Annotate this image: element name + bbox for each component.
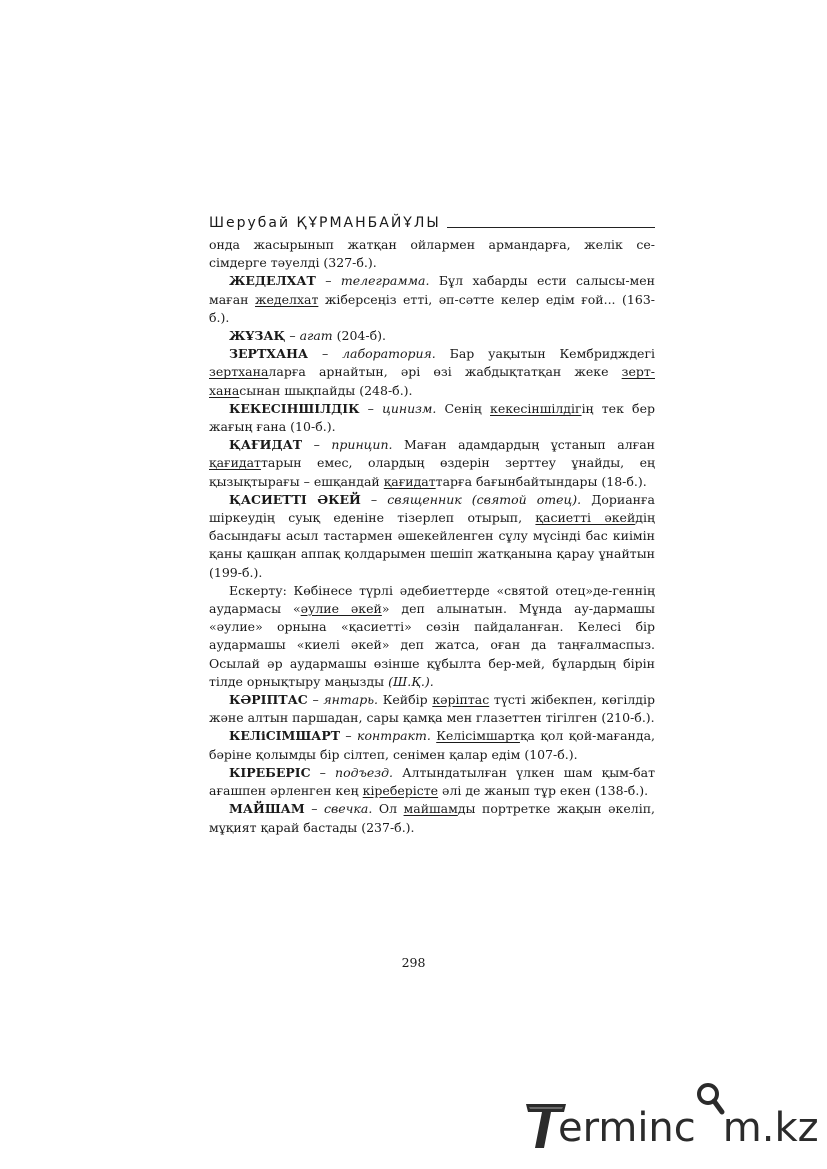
body-text: – xyxy=(340,728,358,744)
paragraph xyxy=(209,582,655,691)
underlined-word: қағидат xyxy=(383,473,436,489)
entry-term: МАЙШАМ xyxy=(229,801,305,817)
entry-definition: лаборатория. xyxy=(342,346,436,362)
magnifier-icon xyxy=(696,1106,723,1150)
underlined-word: майшам xyxy=(403,801,458,817)
entry-definition: свечка. xyxy=(323,801,373,817)
author-name: Шерубай ҚҰРМАНБАЙҰЛЫ xyxy=(209,215,441,231)
underlined-word: қағидат xyxy=(209,455,261,471)
body-text: жіберсеңіз етті, әп-сәтте келер едім ғой... (163-б.). xyxy=(209,291,655,325)
body-text: Бұл хабарды ести салысы-мен маған xyxy=(209,273,655,307)
logo-text: erminc m.kz xyxy=(558,1106,819,1150)
body-text: дің басындағы асыл тастармен әшекейленген сұлу мүсінді бас киімін қаны қашқан аппақ қолдарымен шешіп жатқанына қарау ұнайтын (199-б.). xyxy=(209,510,655,580)
body-text: – xyxy=(285,328,300,344)
underlined-word: кәріптас xyxy=(432,692,490,708)
entry-term: КӘРІПТАС xyxy=(229,692,308,708)
paragraph xyxy=(209,436,655,491)
entry-term: КЕКЕСІНШІЛДІК xyxy=(229,400,360,416)
entry-term: ЖЕДЕЛХАТ xyxy=(229,273,316,289)
underlined-word: жеделхат xyxy=(255,291,319,307)
body-text: – xyxy=(302,437,332,453)
entry-term: ҚАСИЕТТІ ӘКЕЙ xyxy=(229,491,361,507)
body-text: тарын емес, олардың өздерін зерттеу ұнайды, ең қызықтырағы – ешқандай xyxy=(209,455,655,489)
body-text: ды портретке жақын әкеліп, мұқият қарай бастады (237-б.). xyxy=(209,801,655,835)
paragraph xyxy=(209,327,655,345)
body-text: сынан шықпайды (248-б.). xyxy=(239,382,413,398)
body-text: Маған адамдардың ұстанып алған xyxy=(392,437,655,453)
body-text: Дорианға шіркеудің суық еденіне тізерлеп отырып, xyxy=(209,491,655,526)
body-text: – xyxy=(307,692,324,708)
entry-term: КІРЕБЕРІС xyxy=(229,764,311,780)
termincom-logo[interactable] xyxy=(524,1098,819,1154)
paragraph xyxy=(209,272,655,327)
body-text: онда жасырынып жатқан ойлармен армандарға, желік се-сімдерге тәуелді (327-б.). xyxy=(209,237,655,271)
underlined-word: әулие әкей xyxy=(300,601,382,617)
underlined-word: зертхана xyxy=(209,364,269,380)
entry-definition: телеграмма. xyxy=(340,273,430,289)
page-number: 298 xyxy=(401,955,426,970)
body-text: – xyxy=(304,801,324,817)
paragraph xyxy=(209,345,655,400)
entry-definition: контракт. xyxy=(357,728,431,744)
body-text: Сенің xyxy=(436,400,490,416)
paragraph xyxy=(209,491,655,582)
entry-definition: подъезд. xyxy=(335,764,393,780)
body-text: қа қол қой-мағанда, бәріне қолымды бір сілтеп, сенімен қалар едім (107-б.). xyxy=(209,728,655,762)
body-text: » деп алынатын. Мұнда ау-дармашы «әулие» орнына «қасиетті» сөзін пайдаланған. Келесі бір аудармашы «киелі әкей» деп жатса, оған да таңғалмаспыз. Осылай әр аудармашы өзінше құбылта бер-мей, бұлардың бірін тілде орнықтыру маңызды xyxy=(209,601,655,689)
paragraph xyxy=(209,800,655,836)
body-text: (204-б). xyxy=(332,328,386,344)
body-text: ларға арнайтын, әрі өзі жабдықтатқан жеке xyxy=(268,364,622,380)
entry-definition: цинизм. xyxy=(382,400,437,416)
body-text: – xyxy=(310,764,336,780)
entry-definition: агат xyxy=(299,328,333,344)
header-rule xyxy=(447,227,655,228)
body-text: – xyxy=(360,491,388,507)
body-text: Бар уақытын Кембридждегі xyxy=(435,346,655,362)
entry-definition: священник (святой отец). xyxy=(387,491,582,507)
entry-term: ҚАҒИДАТ xyxy=(229,437,303,453)
body-text: әлі де жанып тұр екен (138-б.). xyxy=(438,783,649,799)
entry-definition: янтарь. xyxy=(323,692,378,708)
underlined-word: Келісімшарт xyxy=(436,728,520,744)
entry-definition: принцип. xyxy=(331,437,393,453)
body-text: ің тек бер жағың ғана (10-б.). xyxy=(209,400,655,435)
body-text: Ескерту: Көбінесе түрлі әдебиеттерде «святой отец»де-геннің аудармасы « xyxy=(209,582,655,617)
entry-term: ЗЕРТХАНА xyxy=(229,346,309,362)
paragraph xyxy=(209,400,655,436)
page-body xyxy=(209,236,655,837)
underlined-word: қасиетті әкей xyxy=(535,510,636,526)
entry-definition: (Ш.Қ.). xyxy=(388,673,434,689)
body-text: тарға бағынбайтындары (18-б.). xyxy=(435,473,647,489)
body-text: – xyxy=(308,346,343,362)
paragraph xyxy=(209,727,655,763)
body-text: – xyxy=(315,273,341,289)
entry-term: КЕЛіСІМШАРТ xyxy=(229,728,341,744)
body-text: – xyxy=(359,400,383,416)
body-text: түсті жібекпен, көгілдір және алтын паршадан, сары қамқа мен глазеттен тігілген (210-б.). xyxy=(209,692,655,726)
underlined-word: зерт-хана xyxy=(209,364,655,398)
body-text: Алтындатылған үлкен шам қым-бат ағашпен әрленген кең xyxy=(209,764,655,799)
paragraph xyxy=(209,764,655,800)
entry-term: ЖҰЗАҚ xyxy=(229,328,286,344)
running-header xyxy=(209,211,655,231)
underlined-word: кекесіншілдіг xyxy=(490,400,582,416)
underlined-word: кіреберісте xyxy=(362,783,439,799)
paragraph xyxy=(209,236,655,272)
body-text: Кейбір xyxy=(378,692,433,708)
body-text: Ол xyxy=(372,801,404,817)
paragraph xyxy=(209,691,655,727)
